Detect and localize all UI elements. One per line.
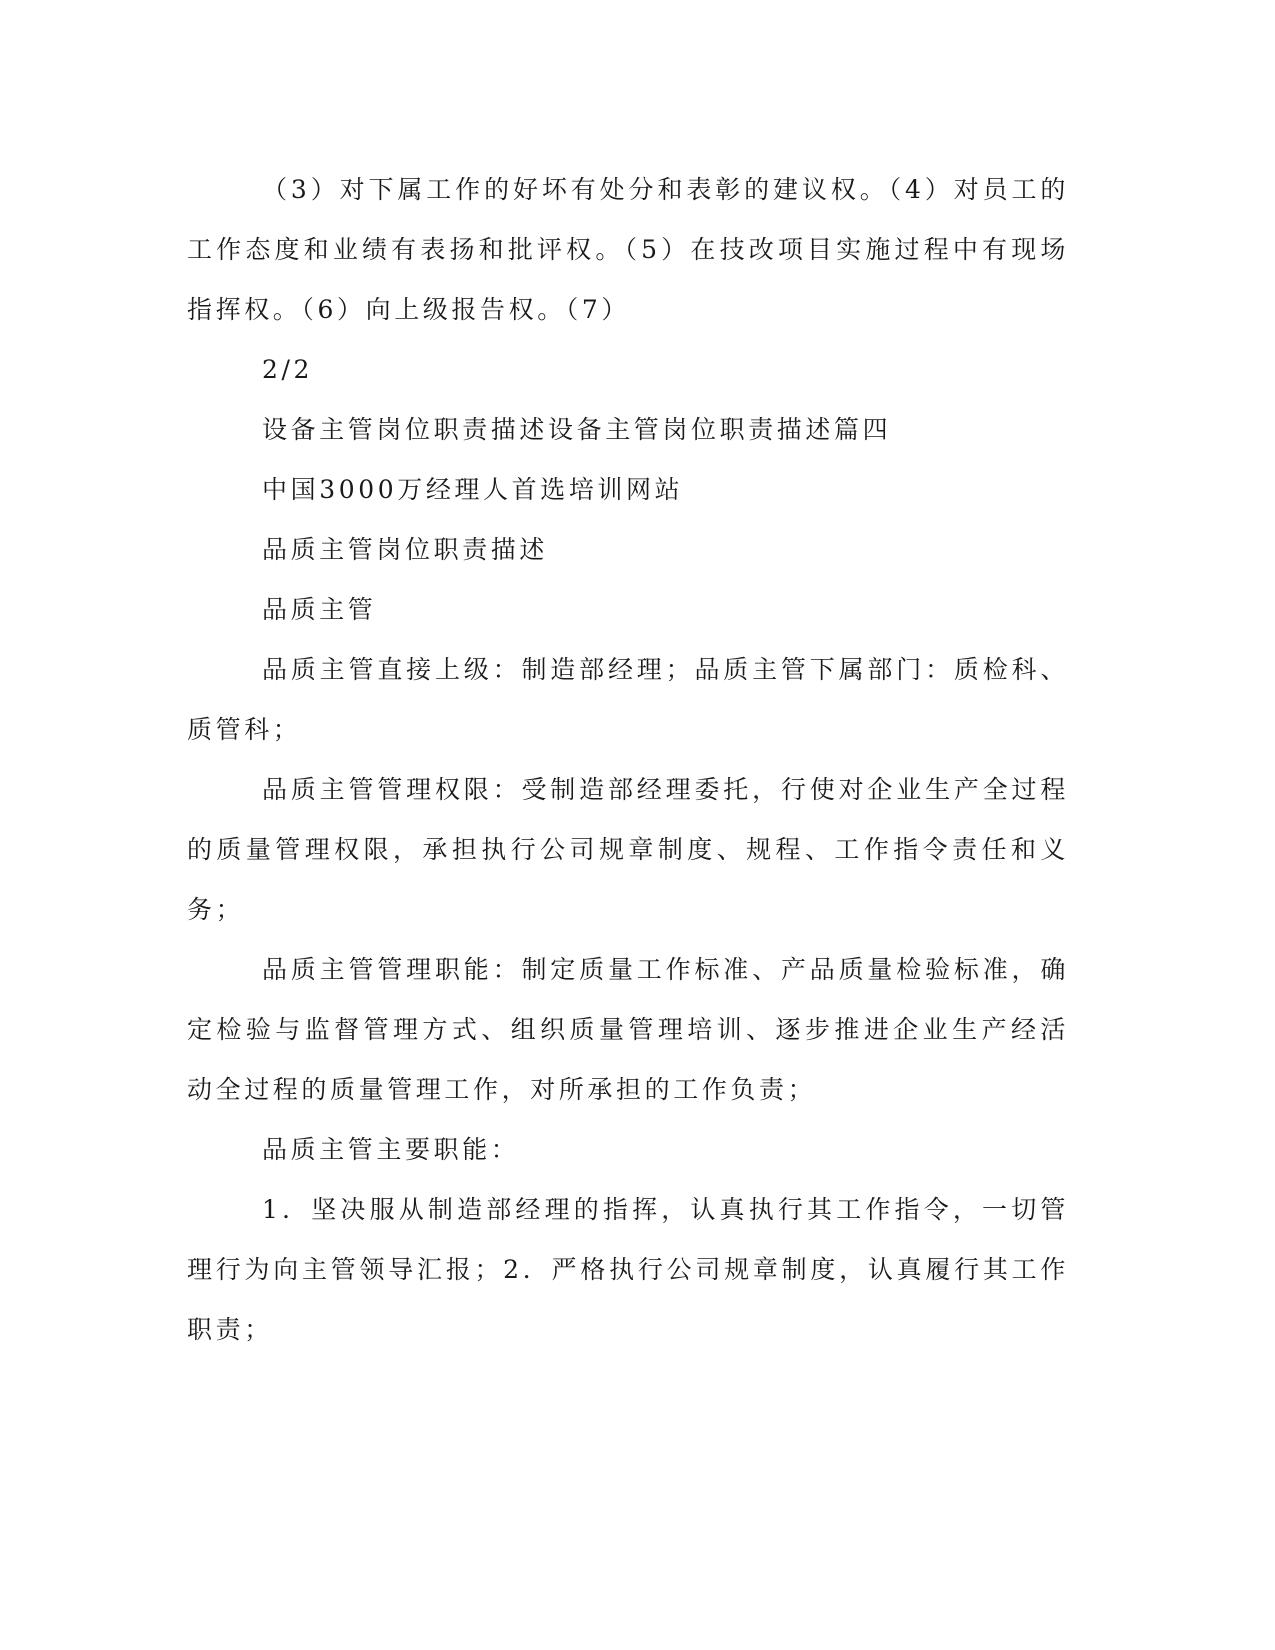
document-title: 品质主管岗位职责描述 <box>262 535 549 564</box>
paragraph-authority-list: （3）对下属工作的好坏有处分和表彰的建议权。（4）对员工的工作态度和业绩有表扬和批评权。（5）在技改项目实施过程中有现场指挥权。（6）向上级报告权。（7） <box>187 175 1069 324</box>
paragraph-main-duties-heading: 品质主管主要职能： <box>262 1135 520 1164</box>
paragraph-management-function: 品质主管管理职能：制定质量工作标准、产品质量检验标准，确定检验与监督管理方式、组织质量管理培训、逐步推进企业生产经活动全过程的质量管理工作，对所承担的工作负责； <box>187 955 1069 1104</box>
paragraph-duties-list: 1．坚决服从制造部经理的指挥，认真执行其工作指令，一切管理行为向主管领导汇报；2．严格执行公司规章制度，认真履行其工作职责； <box>187 1195 1069 1344</box>
section-heading: 设备主管岗位职责描述设备主管岗位职责描述篇四 <box>262 415 892 444</box>
position-name: 品质主管 <box>262 595 377 624</box>
page-number: 2/2 <box>262 355 314 384</box>
paragraph-management-authority: 品质主管管理权限：受制造部经理委托，行使对企业生产全过程的质量管理权限，承担执行公司规章制度、规程、工作指令责任和义务； <box>187 775 1069 924</box>
site-slogan: 中国3000万经理人首选培训网站 <box>262 475 684 504</box>
document-body <box>187 160 1069 1360</box>
paragraph-reporting-line: 品质主管直接上级：制造部经理；品质主管下属部门：质检科、质管科； <box>187 655 1069 744</box>
